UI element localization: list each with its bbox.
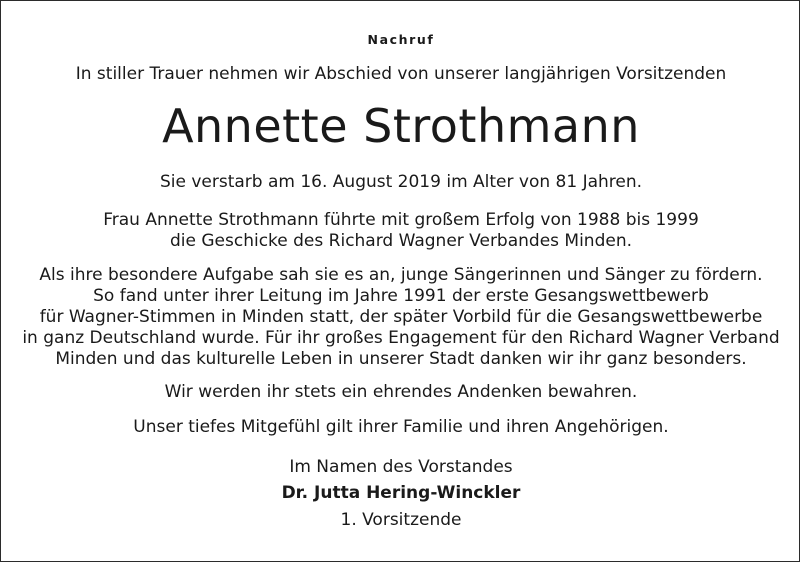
signature-on-behalf: Im Namen des Vorstandes xyxy=(289,457,513,477)
engagement-line: Als ihre besondere Aufgabe sah sie es an, junge Sängerinnen und Sänger zu fördern. xyxy=(39,265,763,285)
notice-heading: Nachruf xyxy=(367,32,435,47)
remembrance-line: Wir werden ihr stets ein ehrendes Andenken bewahren. xyxy=(164,382,638,402)
condolence-line: Unser tiefes Mitgefühl gilt ihrer Familie und ihren Angehörigen. xyxy=(133,417,669,437)
engagement-line: So fand unter ihrer Leitung im Jahre 1991 der erste Gesangswettbewerb xyxy=(93,286,709,306)
death-date-line: Sie verstarb am 16. August 2019 im Alter von 81 Jahren. xyxy=(159,172,643,192)
signature-name: Dr. Jutta Hering-Winckler xyxy=(281,483,521,503)
engagement-line: Minden und das kulturelle Leben in unserer Stadt danken wir ihr ganz besonders. xyxy=(55,349,747,369)
engagement-line: in ganz Deutschland wurde. Für ihr großes Engagement für den Richard Wagner Verband xyxy=(22,328,780,348)
deceased-name: Annette Strothmann xyxy=(162,99,640,153)
engagement-line: für Wagner-Stimmen in Minden statt, der später Vorbild für die Gesangswettbewerbe xyxy=(39,307,763,327)
history-line: Frau Annette Strothmann führte mit großem Erfolg von 1988 bis 1999 xyxy=(103,210,699,230)
signature-title: 1. Vorsitzende xyxy=(340,510,462,530)
intro-line: In stiller Trauer nehmen wir Abschied von unserer langjährigen Vorsitzenden xyxy=(75,64,727,84)
history-line: die Geschicke des Richard Wagner Verbandes Minden. xyxy=(169,231,633,251)
